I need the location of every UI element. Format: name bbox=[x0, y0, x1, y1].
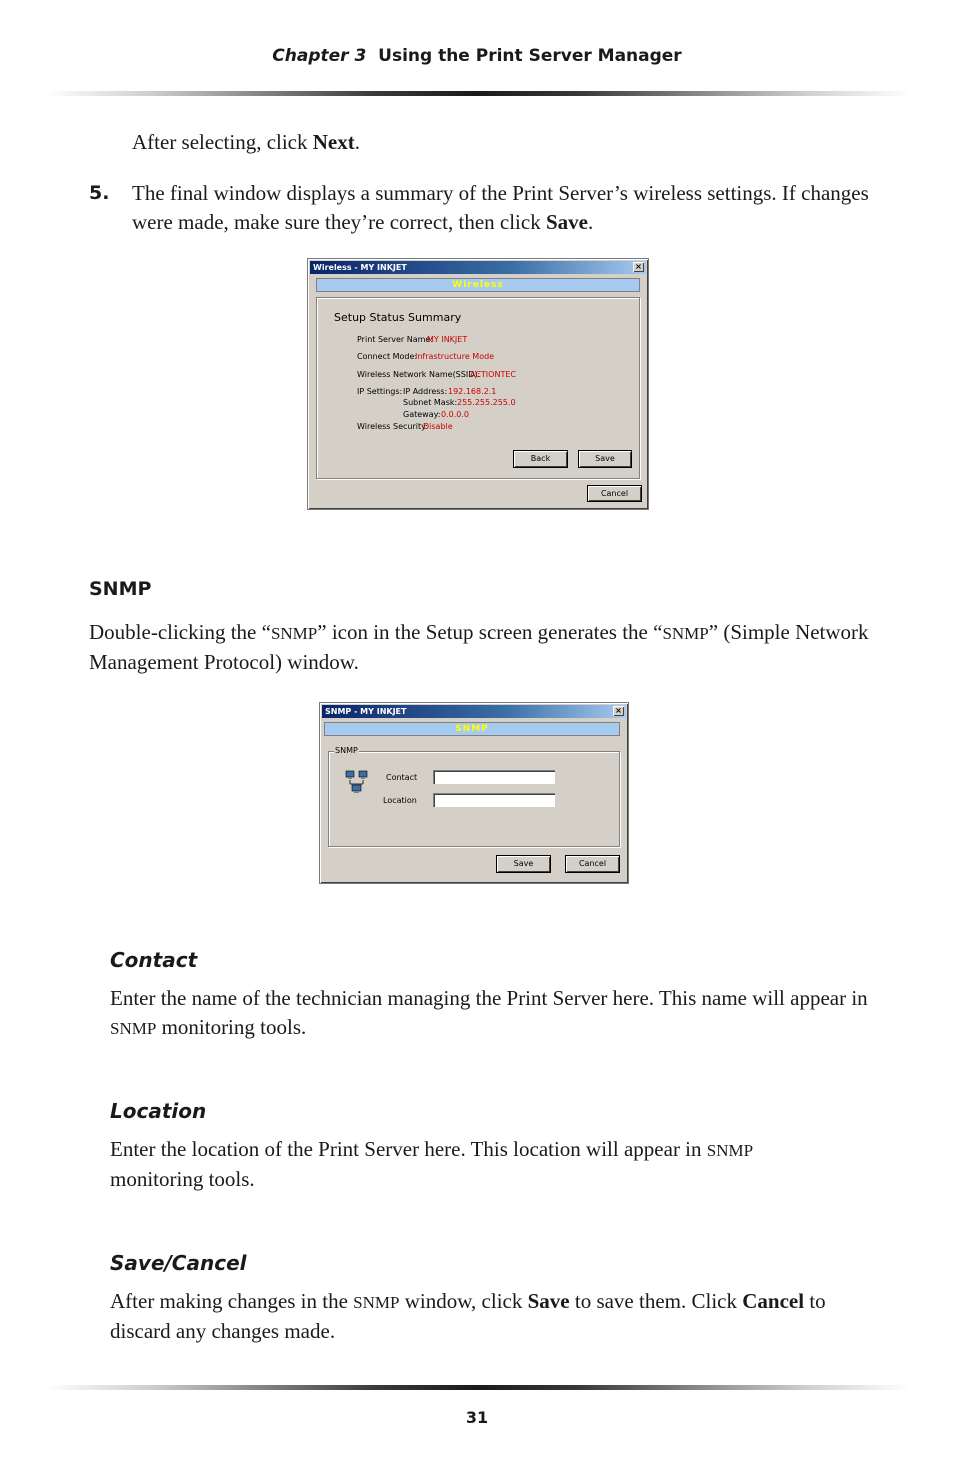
save-cancel-text: to discard any changes made. bbox=[110, 1289, 826, 1343]
summary-label: Connect Mode: bbox=[357, 352, 418, 361]
snmp-term: SNMP bbox=[270, 624, 318, 643]
contact-text: monitoring tools. bbox=[156, 1015, 307, 1039]
footer-rule bbox=[45, 1385, 910, 1390]
summary-label: Print Server Name: bbox=[357, 335, 434, 344]
snmp-group bbox=[328, 746, 620, 847]
summary-value: ACTIONTEC bbox=[470, 370, 516, 379]
chapter-title: Using the Print Server Manager bbox=[378, 46, 682, 66]
cancel-button[interactable]: Cancel bbox=[566, 856, 619, 872]
save-button[interactable]: Save bbox=[579, 451, 631, 467]
chapter-label: Chapter 3 bbox=[272, 46, 367, 66]
close-icon[interactable]: × bbox=[633, 262, 644, 272]
location-text: Enter the location of the Print Server here. This location will appear in bbox=[110, 1137, 707, 1161]
summary-sublabel: Subnet Mask: bbox=[403, 398, 458, 407]
save-cancel-paragraph bbox=[110, 1287, 830, 1346]
save-cancel-text: to save them. Click bbox=[569, 1289, 743, 1313]
header-rule bbox=[45, 91, 910, 96]
save-term: Save bbox=[545, 210, 588, 234]
contact-text: Enter the name of the technician managing the Print Server here. This name will appear in bbox=[110, 986, 868, 1010]
contact-heading: Contact bbox=[110, 948, 198, 972]
snmp-banner: SNMP bbox=[324, 722, 620, 736]
summary-value: 192.168.2.1 bbox=[448, 387, 497, 396]
section-heading-snmp: SNMP bbox=[89, 578, 152, 600]
wireless-dialog bbox=[307, 258, 649, 510]
save-cancel-heading: Save/Cancel bbox=[110, 1251, 247, 1275]
snmp-text: Double-clicking the “ bbox=[89, 620, 271, 644]
summary-value: 0.0.0.0 bbox=[441, 410, 469, 419]
summary-title: Setup Status Summary bbox=[334, 311, 462, 324]
cancel-term: Cancel bbox=[742, 1289, 805, 1313]
intro-paragraph bbox=[132, 128, 360, 157]
contact-input[interactable] bbox=[433, 770, 555, 784]
snmp-group-label: SNMP bbox=[335, 746, 358, 755]
snmp-text: ” (Simple Network Management Protocol) window. bbox=[89, 620, 869, 674]
page-number: 31 bbox=[465, 1408, 489, 1427]
save-button[interactable]: Save bbox=[497, 856, 550, 872]
snmp-dialog bbox=[319, 702, 629, 884]
summary-sublabel: Gateway: bbox=[403, 410, 441, 419]
wireless-titlebar bbox=[310, 261, 646, 274]
summary-value: 255.255.255.0 bbox=[457, 398, 516, 407]
step5-paragraph bbox=[132, 179, 872, 237]
summary-panel bbox=[316, 297, 640, 479]
network-computers-icon bbox=[344, 770, 370, 794]
snmp-term: SNMP bbox=[662, 624, 709, 643]
snmp-title: SNMP - MY INKJET bbox=[325, 707, 407, 716]
intro-end: . bbox=[354, 130, 360, 154]
snmp-term: SNMP bbox=[706, 1141, 754, 1160]
snmp-term: SNMP bbox=[353, 1293, 400, 1312]
save-cancel-text: After making changes in the bbox=[110, 1289, 354, 1313]
summary-label: Wireless Network Name(SSID): bbox=[357, 370, 481, 379]
location-label: Location bbox=[383, 796, 417, 805]
summary-label: Wireless Security: bbox=[357, 422, 428, 431]
location-text: monitoring tools. bbox=[110, 1167, 255, 1191]
contact-label: Contact bbox=[386, 773, 418, 782]
location-input[interactable] bbox=[433, 793, 555, 807]
step-number: 5. bbox=[89, 182, 110, 204]
snmp-term: SNMP bbox=[110, 1019, 157, 1038]
wireless-banner: Wireless bbox=[316, 278, 640, 292]
snmp-intro-paragraph bbox=[89, 618, 869, 677]
summary-value: MY INKJET bbox=[427, 335, 468, 344]
summary-value: Infrastructure Mode bbox=[415, 352, 495, 361]
step5-end: . bbox=[587, 210, 594, 234]
snmp-text: ” icon in the Setup screen generates the “ bbox=[317, 620, 663, 644]
back-button[interactable]: Back bbox=[514, 451, 567, 467]
summary-label: IP Settings: bbox=[357, 387, 403, 396]
step5-text: The final window displays a summary of the Print Server’s wireless settings. If changes were made, make sure they’re correct, then click bbox=[132, 181, 869, 234]
location-paragraph bbox=[110, 1135, 850, 1194]
close-icon[interactable]: × bbox=[613, 706, 624, 716]
snmp-titlebar bbox=[322, 705, 626, 718]
wireless-title: Wireless - MY INKJET bbox=[313, 263, 407, 272]
cancel-button[interactable]: Cancel bbox=[588, 486, 641, 501]
summary-sublabel: IP Address: bbox=[403, 387, 448, 396]
summary-value: Disable bbox=[423, 422, 453, 431]
next-term: Next bbox=[312, 130, 355, 154]
chapter-header bbox=[0, 46, 954, 66]
save-term: Save bbox=[527, 1289, 570, 1313]
intro-text: After selecting, click bbox=[132, 130, 313, 154]
contact-paragraph bbox=[110, 984, 870, 1043]
save-cancel-text: window, click bbox=[399, 1289, 528, 1313]
location-heading: Location bbox=[110, 1099, 207, 1123]
